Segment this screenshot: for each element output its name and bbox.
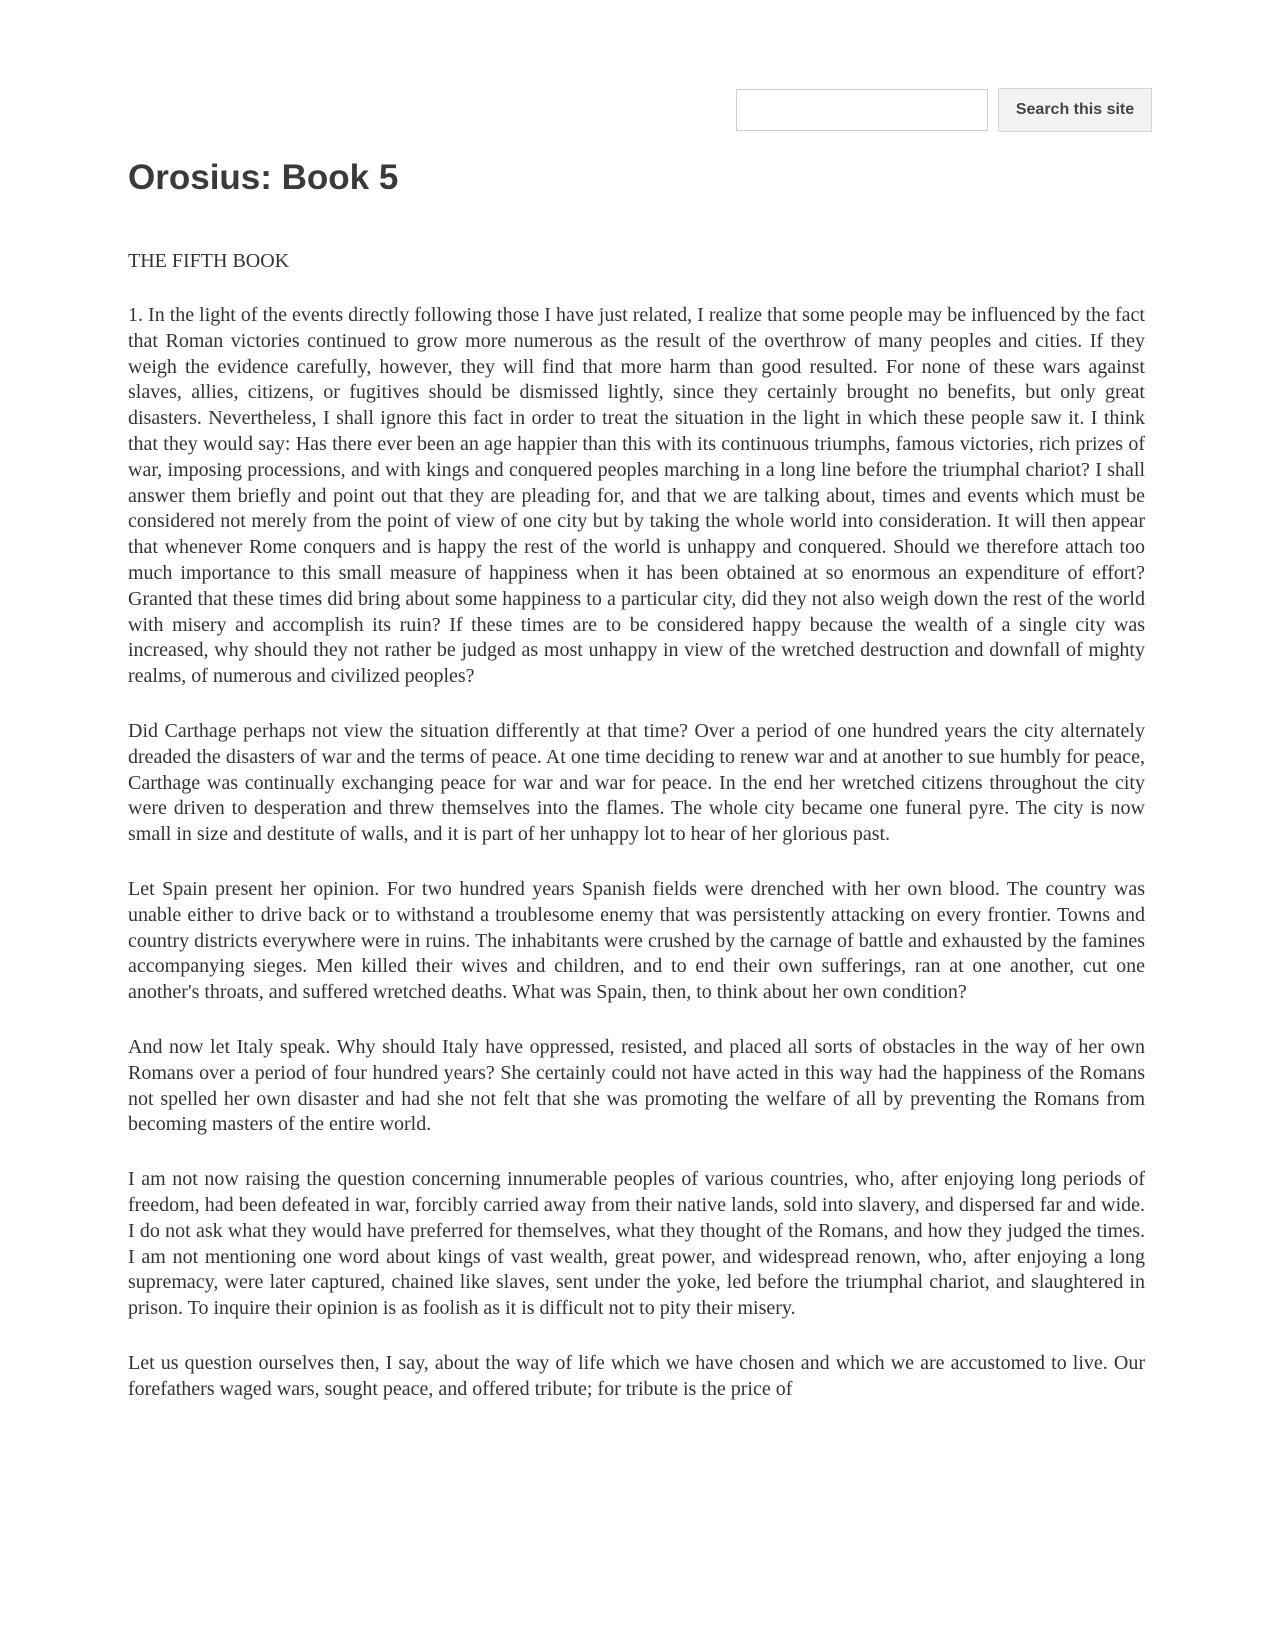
paragraph-3: Let Spain present her opinion. For two hundred years Spanish fields were drenched with her own blood. The country was unable either to drive back or to withstand a troublesome enemy that was persistently attacking on every frontier. Towns and country districts everywhere were in ruins. The inhabitants were crushed by the carnage of battle and exhausted by the famines accompanying sieges. Men killed their wives and children, and to end their own sufferings, ran at one another, cut one another's throats, and suffered wretched deaths. What was Spain, then, to think about her own condition? bbox=[128, 877, 1145, 1004]
paragraph-6: Let us question ourselves then, I say, about the way of life which we have chosen and which we are accustomed to live. Our forefathers waged wars, sought peace, and offered tribute; for tribute is the price of bbox=[128, 1351, 1145, 1400]
search-button[interactable]: Search this site bbox=[998, 88, 1152, 132]
main-content bbox=[128, 152, 1145, 1431]
book-heading: THE FIFTH BOOK bbox=[128, 250, 290, 272]
search-input[interactable] bbox=[736, 89, 988, 131]
paragraph-4: And now let Italy speak. Why should Italy have oppressed, resisted, and placed all sorts of obstacles in the way of her own Romans over a period of four hundred years? She certainly could not have acted in this way had the happiness of the Romans not spelled her own disaster and had she not felt that she was promoting the welfare of all by preventing the Romans from becoming masters of the entire world. bbox=[128, 1035, 1145, 1136]
paragraph-1: 1. In the light of the events directly following those I have just related, I realize that some people may be influenced by the fact that Roman victories continued to grow more numerous as the result of the overthrow of many peoples and cities. If they weigh the evidence carefully, however, they will find that more harm than good resulted. For none of these wars against slaves, allies, citizens, or fugitives should be dismissed lightly, since they certainly brought no benefits, but only great disasters. Nevertheless, I shall ignore this fact in order to treat the situation in the light in which these people saw it. I think that they would say: Has there ever been an age happier than this with its continuous triumphs, famous victories, rich prizes of war, imposing processions, and with kings and conquered peoples marching in a long line before the triumphal chariot? I shall answer them briefly and point out that they are pleading for, and that we are talking about, times and events which must be considered not merely from the point of view of one city but by taking the whole world into consideration. It will then appear that whenever Rome conquers and is happy the rest of the world is unhappy and conquered. Should we therefore attach too much importance to this small measure of happiness when it has been obtained at so enormous an expenditure of effort? Granted that these times did bring about some happiness to a particular city, did they not also weigh down the rest of the world with misery and accomplish its ruin? If these times are to be considered happy because the wealth of a single city was increased, why should they not rather be judged as most unhappy in view of the wretched destruction and downfall of mighty realms, of numerous and civilized peoples? bbox=[128, 304, 1145, 688]
page-title: Orosius: Book 5 bbox=[128, 158, 399, 197]
paragraph-2: Did Carthage perhaps not view the situation differently at that time? Over a period of one hundred years the city alternately dreaded the disasters of war and the terms of peace. At one time deciding to renew war and at another to sue humbly for peace, Carthage was continually exchanging peace for war and war for peace. In the end her wretched citizens throughout the city were driven to desperation and threw themselves into the flames. The whole city became one funeral pyre. The city is now small in size and destitute of walls, and it is part of her unhappy lot to hear of her glorious past. bbox=[128, 719, 1145, 846]
site-search bbox=[736, 88, 1152, 132]
paragraph-5: I am not now raising the question concerning innumerable peoples of various countries, who, after enjoying long periods of freedom, had been defeated in war, forcibly carried away from their native lands, sold into slavery, and dispersed far and wide. I do not ask what they would have preferred for themselves, what they thought of the Romans, and how they judged the times. I am not mentioning one word about kings of vast wealth, great power, and widespread renown, who, after enjoying a long supremacy, were later captured, chained like slaves, sent under the yoke, led before the triumphal chariot, and slaughtered in prison. To inquire their opinion is as foolish as it is difficult not to pity their misery. bbox=[128, 1168, 1145, 1320]
